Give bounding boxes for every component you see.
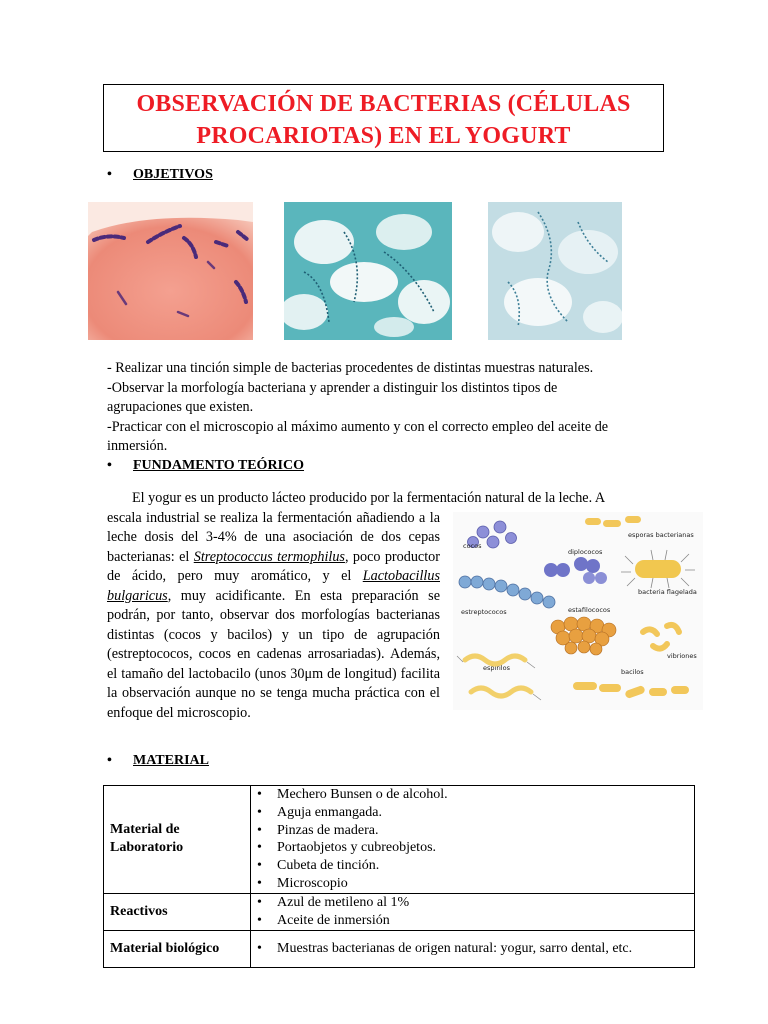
micrograph-blue-streptococci bbox=[284, 202, 452, 340]
table-row-label: Material biológico bbox=[104, 930, 251, 967]
label-esporas: esporas bacterianas bbox=[628, 531, 694, 539]
table-row bbox=[104, 893, 695, 930]
table-row bbox=[104, 786, 695, 894]
bullet: • bbox=[107, 458, 112, 473]
list-item: • Aguja enmangada. bbox=[277, 804, 694, 822]
objectives-text bbox=[107, 359, 667, 457]
section-heading-objetivos bbox=[107, 167, 213, 183]
list-item: • Microscopio bbox=[277, 875, 694, 893]
fundamento-part-2: , poco productor de ácido, pero muy aromático, y el bbox=[107, 548, 440, 584]
list-item: • Aceite de inmersión bbox=[277, 912, 694, 930]
table-row-label: Material de Laboratorio bbox=[104, 786, 251, 894]
section-heading-fundamento bbox=[107, 458, 304, 474]
title-box bbox=[103, 84, 664, 152]
objective-line: -Observar la morfología bacteriana y aprender a distinguir los distintos tipos de bbox=[107, 379, 558, 396]
page-title-line-2: PROCARIOTAS) EN EL YOGURT bbox=[196, 123, 571, 149]
table-row-items bbox=[251, 786, 695, 894]
label-estafilococos: estafilococos bbox=[568, 606, 611, 614]
label-estreptococos: estreptococos bbox=[461, 608, 507, 616]
species-lactobacillus: Lactobacillus bulgaricus bbox=[107, 568, 440, 604]
objective-line: inmersión. bbox=[107, 438, 168, 454]
list-item: • Mechero Bunsen o de alcohol. bbox=[277, 786, 694, 804]
table-row-label: Reactivos bbox=[104, 893, 251, 930]
label-cocos: cocos bbox=[463, 542, 482, 550]
section-title-fundamento: FUNDAMENTO TEÓRICO bbox=[133, 458, 305, 473]
list-item: • Azul de metileno al 1% bbox=[277, 894, 694, 912]
micrograph-pink-bacilli bbox=[88, 202, 253, 340]
estreptococos-illustration bbox=[459, 576, 555, 608]
page-title-line-1: OBSERVACIÓN DE BACTERIAS (CÉLULAS bbox=[136, 91, 631, 117]
label-bacilos: bacilos bbox=[621, 668, 644, 676]
objective-line: agrupaciones que existen. bbox=[107, 399, 254, 415]
fundamento-part-3: , muy acidificante. En esta preparación se podrán, por tanto, observar dos morfologías bacterianas distintas (cocos y bacilos) y un tipo de agrupación (estreptococos, cocos en cadenas arrosariadas). Además, el tamaño del lactobacilo (unos 30μm de longitud) facilita la observación aunque no se tenga mucha práctica con el enfoque del microscopio. bbox=[107, 587, 440, 721]
list-item: • Muestras bacterianas de origen natural: yogur, sarro dental, etc. bbox=[277, 940, 694, 958]
section-title-material: MATERIAL bbox=[133, 753, 209, 768]
species-streptococcus: Streptococcus termophilus bbox=[193, 548, 345, 565]
section-heading-material bbox=[107, 753, 209, 769]
list-item: • Pinzas de madera. bbox=[277, 822, 694, 840]
label-vibriones: vibriones bbox=[667, 652, 697, 660]
fundamento-paragraph bbox=[107, 509, 440, 724]
label-espirilos: espirilos bbox=[483, 664, 510, 672]
material-table bbox=[103, 785, 695, 968]
list-item: • Portaobjetos y cubreobjetos. bbox=[277, 839, 694, 857]
objective-line: - Realizar una tinción simple de bacterias procedentes de distintas muestras naturales. bbox=[107, 360, 594, 376]
label-flagelada: bacteria flagelada bbox=[638, 588, 697, 596]
fundamento-first-line: El yogur es un producto lácteo producido por la fermentación natural de la leche. A bbox=[132, 490, 606, 506]
table-row-items bbox=[251, 930, 695, 967]
micrograph-pale-streptococci bbox=[488, 202, 622, 340]
table-row-items bbox=[251, 893, 695, 930]
section-title-objetivos: OBJETIVOS bbox=[133, 167, 213, 182]
objective-line: -Practicar con el microscopio al máximo aumento y con el correcto empleo del aceite de bbox=[107, 418, 609, 435]
bacteria-morphology-figure bbox=[453, 512, 703, 710]
list-item: • Cubeta de tinción. bbox=[277, 857, 694, 875]
label-diplococos: diplococos bbox=[568, 548, 603, 556]
fundamento-part-1: escala industrial se realiza la fermentación añadiendo a la leche dosis del 3-4% de una asociación de dos cepas bacterianas: el bbox=[107, 509, 440, 565]
bullet: • bbox=[107, 167, 112, 182]
table-row bbox=[104, 930, 695, 967]
bullet: • bbox=[107, 753, 112, 768]
